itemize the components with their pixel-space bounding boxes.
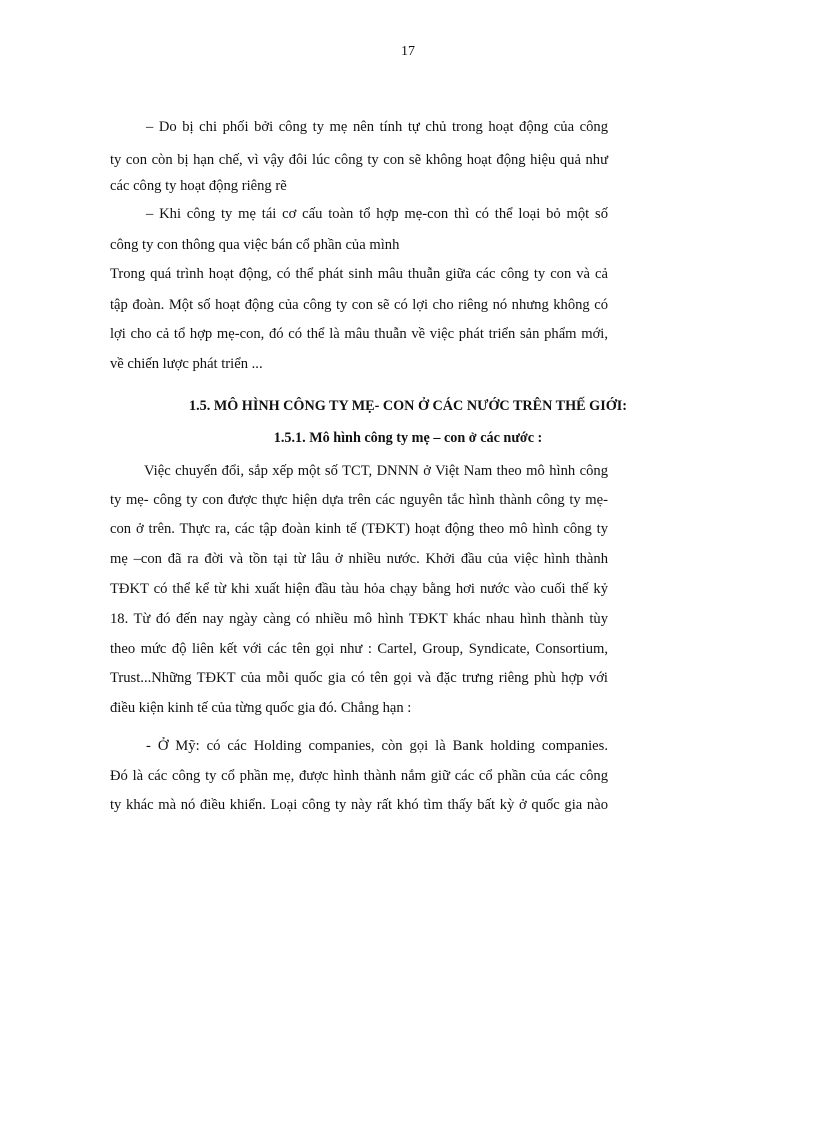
text-line: mẹ –con đã ra đời và tồn tại từ lâu ở nhiều nước. Khởi đầu của việc hình thành <box>110 551 608 567</box>
text-line: TĐKT có thể kể từ khi xuất hiện đầu tàu hỏa chạy bằng hơi nước vào cuối thế kỷ <box>110 581 608 597</box>
text-line: ty con còn bị hạn chế, vì vậy đôi lúc công ty con sẽ không hoạt động hiệu quả như <box>110 152 608 168</box>
text-line: điều kiện kinh tế của từng quốc gia đó. Chẳng hạn : <box>110 700 412 716</box>
text-line: lợi cho cả tổ hợp mẹ-con, đó có thể là mâu thuẫn về việc phát triển sản phẩm mới, <box>110 326 608 342</box>
text-line: các công ty hoạt động riêng rẽ <box>110 178 287 194</box>
text-line: – Do bị chi phối bởi công ty mẹ nên tính tự chủ trong hoạt động của công <box>146 119 608 135</box>
text-line: theo mức độ liên kết với các tên gọi như : Cartel, Group, Syndicate, Consortium, <box>110 641 608 657</box>
text-line: Trong quá trình hoạt động, có thể phát sinh mâu thuẫn giữa các công ty con và cả <box>110 266 608 282</box>
section-heading: 1.5. MÔ HÌNH CÔNG TY MẸ- CON Ở CÁC NƯỚC TRÊN THẾ GIỚI: <box>189 398 627 414</box>
text-line: con ở trên. Thực ra, các tập đoàn kinh tế (TĐKT) hoạt động theo mô hình công ty <box>110 521 608 537</box>
text-line: tập đoàn. Một số hoạt động của công ty con sẽ có lợi cho riêng nó nhưng không có <box>110 297 608 313</box>
text-line: – Khi công ty mẹ tái cơ cấu toàn tổ hợp mẹ-con thì có thể loại bỏ một số <box>146 206 608 222</box>
text-line: Việc chuyển đổi, sắp xếp một số TCT, DNNN ở Việt Nam theo mô hình công <box>144 463 608 479</box>
text-line: - Ở Mỹ: có các Holding companies, còn gọi là Bank holding companies. <box>146 738 608 754</box>
text-line: Đó là các công ty cổ phần mẹ, được hình thành nắm giữ các cổ phần của các công <box>110 768 608 784</box>
page-number: 17 <box>401 44 415 59</box>
text-line: về chiến lược phát triển ... <box>110 356 263 372</box>
text-line: 18. Từ đó đến nay ngày càng có nhiều mô hình TĐKT khác nhau hình thành tùy <box>110 611 608 627</box>
subsection-heading: 1.5.1. Mô hình công ty mẹ – con ở các nước : <box>273 430 543 446</box>
text-line: ty khác mà nó điều khiển. Loại công ty này rất khó tìm thấy bất kỳ ở quốc gia nào <box>110 797 608 813</box>
text-line: công ty con thông qua việc bán cổ phần của mình <box>110 237 400 253</box>
text-line: ty mẹ- công ty con được thực hiện dựa trên các nguyên tắc hình thành công ty mẹ- <box>110 492 608 508</box>
text-line: Trust...Những TĐKT của mỗi quốc gia có tên gọi và đặc trưng riêng phù hợp với <box>110 670 608 686</box>
